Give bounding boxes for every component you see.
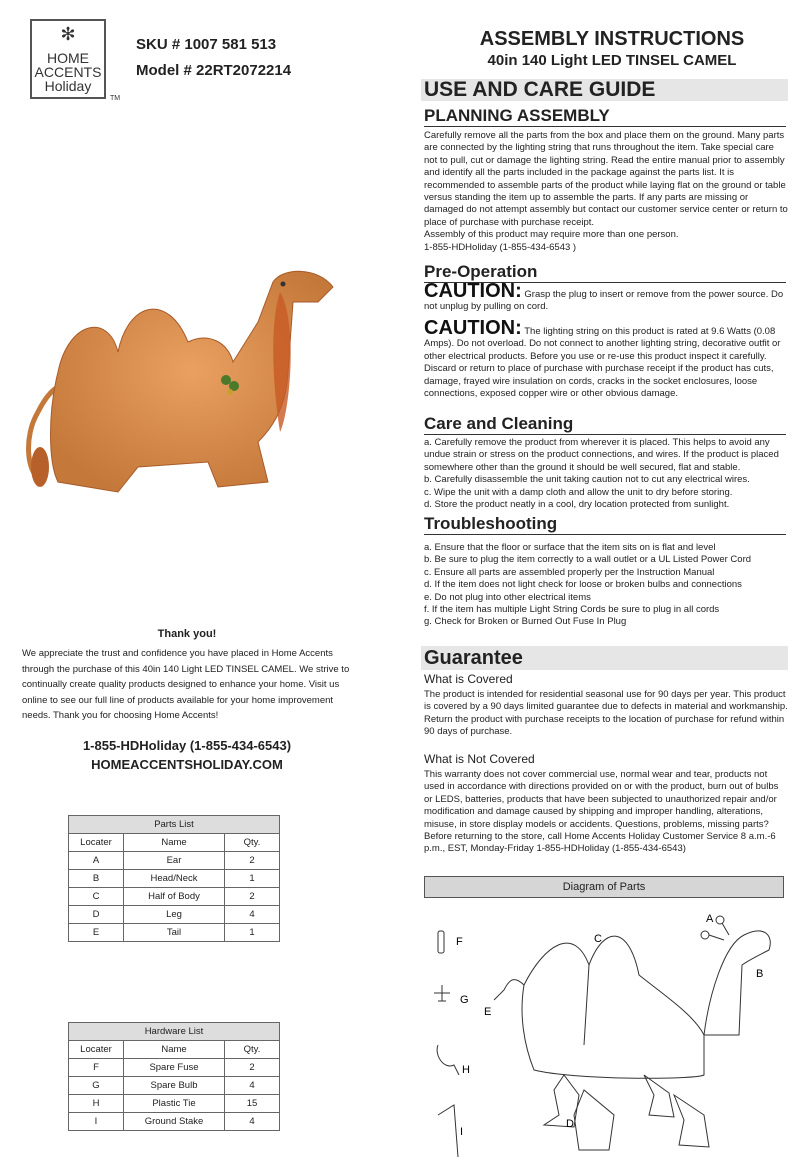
cell: Head/Neck — [124, 870, 225, 888]
label-e: E — [484, 1006, 492, 1018]
logo-line1: HOME — [47, 50, 89, 66]
cell: Spare Fuse — [124, 1059, 225, 1077]
planning-text — [424, 130, 788, 254]
table-row — [69, 1113, 280, 1131]
label-i: I — [460, 1126, 464, 1138]
sku: SKU # 1007 581 513 — [136, 36, 277, 53]
website: HOMEACCENTSHOLIDAY.COM — [91, 757, 283, 772]
trademark: TM — [110, 95, 121, 102]
caution-label: CAUTION: — [424, 317, 522, 339]
logo-line3: Holiday — [44, 78, 92, 94]
column-header: Name — [124, 1041, 225, 1059]
column-header: Locater — [69, 834, 124, 852]
cell: D — [69, 906, 124, 924]
column-header: Name — [124, 834, 225, 852]
label-h: H — [462, 1064, 470, 1076]
list-item: a. Carefully remove the product from wherever it is placed. This helps to avoid any undue strain or stress on the product connections, and wires. If the product is placed somewhere other than the ground it should be well secured, flat and stable. — [424, 437, 779, 473]
cell: E — [69, 924, 124, 942]
cell: 4 — [225, 1077, 280, 1095]
cell: G — [69, 1077, 124, 1095]
trouble-heading: Troubleshooting — [424, 514, 786, 535]
hardware-list-title: Hardware List — [69, 1023, 280, 1041]
column-header: Qty. — [225, 834, 280, 852]
parts-diagram — [424, 905, 794, 1167]
logo-line2: ACCENTS — [34, 64, 102, 80]
care-list — [424, 437, 788, 511]
hardware-list-table — [68, 1022, 280, 1131]
use-care-banner: USE AND CARE GUIDE — [421, 79, 788, 101]
snowflake-icon: ✻ — [60, 24, 76, 44]
cell: Ear — [124, 852, 225, 870]
cell: 2 — [225, 1059, 280, 1077]
guarantee-banner: Guarantee — [421, 646, 788, 670]
planning-phone: 1-855-HDHoliday (1-855-434-6543 ) — [424, 241, 577, 253]
cell: A — [69, 852, 124, 870]
list-item: e. Do not plug into other electrical items — [424, 591, 591, 603]
cell: 4 — [225, 1113, 280, 1131]
caution-1-text: Grasp the plug to insert or remove from the power source. Do not unplug by pulling on cord. — [424, 289, 784, 313]
cell: 15 — [225, 1095, 280, 1113]
cell: Spare Bulb — [124, 1077, 225, 1095]
list-item: g. Check for Broken or Burned Out Fuse In Plug — [424, 616, 627, 628]
table-row — [69, 1095, 280, 1113]
covered-text: The product is intended for residential seasonal use for 90 days per year. This product is covered by a 90 days limited guarantee due to defects in material and workmanship. Return the product with purchase receipts to the location of purchase for refund within 90 days of purchase. — [424, 689, 788, 738]
thanks-heading: Thank you! — [157, 628, 217, 640]
not-covered-text: This warranty does not cover commercial use, normal wear and tear, products not used in accordance with directions provided on or with the product, burn out of bulbs or LEDS, batteries, products that have been subjected to unauthorized repair and/or modification and damage caused by shipping and improper handling, alterations, misuse, in store display models or accidents. Questions, problems, missing parts? Before returning to the store, call Home Accents Holiday Customer Service 8 a.m.-6 p.m., EST, Monday-Friday 1-855-HDHoliday (1-855-434-6543) — [424, 769, 779, 855]
trouble-list — [424, 542, 788, 629]
label-f: F — [456, 936, 463, 948]
table-row — [69, 1059, 280, 1077]
cell: Half of Body — [124, 888, 225, 906]
parts-list-table — [68, 815, 280, 942]
not-covered-heading: What is Not Covered — [424, 752, 535, 766]
caution-2 — [424, 317, 788, 400]
list-item: a. Ensure that the floor or surface that the item sits on is flat and level — [424, 542, 716, 553]
list-item: b. Be sure to plug the item correctly to a wall outlet or a UL Listed Power Cord — [424, 554, 752, 566]
table-row — [69, 1077, 280, 1095]
page-title: ASSEMBLY INSTRUCTIONS — [479, 28, 745, 50]
preop-heading: Pre-Operation — [424, 262, 786, 283]
list-item: d. Store the product neatly in a cool, dry location protected from sunlight. — [424, 499, 730, 511]
list-item: f. If the item has multiple Light String Cords be sure to plug in all cords — [424, 604, 720, 616]
model-number: Model # 22RT2072214 — [136, 62, 292, 79]
list-item: c. Wipe the unit with a damp cloth and allow the unit to dry before storing. — [424, 486, 733, 498]
planning-paragraph: Carefully remove all the parts from the box and place them on the ground. Many parts are connected by the lighting string that runs throughout the item. Take special care not to pull, cut or damage the lighting string. Read the entire manual prior to assembly and identify all the parts included in the package against the parts list. It is recommended to assemble parts of the product while laying flat on the ground or table versus standing the item up to assemble the parts. If any parts are missing or damaged do not attempt assembly but contact our customer service center or return to place of purchase with purchase receipt. — [424, 130, 788, 228]
diagram-heading: Diagram of Parts — [424, 876, 784, 898]
label-g: G — [460, 994, 469, 1006]
cell: Ground Stake — [124, 1113, 225, 1131]
camel-photo — [18, 262, 358, 512]
cell: C — [69, 888, 124, 906]
caution-2-text: The lighting string on this product is rated at 9.6 Watts (0.08 Amps). Do not overload. Do not connect to another lighting string, decorative outfit or other electrical products. Before you use or re-use this product inspect it carefully. Discard or return to place of purchase with purchase receipt if the product has cuts, damage, frayed wire insulation on cords, cracks in the socket enclosures, loose connections, exposed copper wire or other obvious damage. — [424, 326, 781, 400]
label-c: C — [594, 933, 602, 945]
caution-1 — [424, 280, 788, 314]
parts-list-title: Parts List — [69, 816, 280, 834]
thanks-body: We appreciate the trust and confidence you have placed in Home Accents through the purchase of this 40in 140 Light LED TINSEL CAMEL. We strive to continually create quality products designed to enhance your home. Visit us online to see our full line of products available for your home improvement needs. Thank you for choosing Home Accents! — [22, 648, 350, 722]
brand-logo — [30, 19, 106, 99]
cell: 4 — [225, 906, 280, 924]
cell: 2 — [225, 888, 280, 906]
cell: 1 — [225, 924, 280, 942]
cell: H — [69, 1095, 124, 1113]
table-row — [69, 852, 280, 870]
covered-heading: What is Covered — [424, 672, 513, 686]
list-item: c. Ensure all parts are assembled properly per the Instruction Manual — [424, 566, 715, 578]
list-item: b. Carefully disassemble the unit taking caution not to cut any electrical wires. — [424, 474, 750, 486]
planning-heading: PLANNING ASSEMBLY — [424, 106, 786, 127]
cell: Tail — [124, 924, 225, 942]
planning-note: Assembly of this product may require more than one person. — [424, 229, 679, 241]
care-heading: Care and Cleaning — [424, 414, 786, 435]
column-header: Qty. — [225, 1041, 280, 1059]
table-row — [69, 888, 280, 906]
cell: B — [69, 870, 124, 888]
label-b: B — [756, 968, 764, 980]
cell: 2 — [225, 852, 280, 870]
list-item: d. If the item does not light check for loose or broken bulbs and connections — [424, 579, 742, 591]
label-d: D — [566, 1118, 574, 1130]
contact-phone: 1-855-HDHoliday (1-855-434-6543) — [82, 738, 292, 753]
page-subtitle: 40in 140 Light LED TINSEL CAMEL — [487, 52, 737, 69]
label-a: A — [706, 913, 714, 925]
table-row — [69, 870, 280, 888]
cell: 1 — [225, 870, 280, 888]
cell: F — [69, 1059, 124, 1077]
column-header: Locater — [69, 1041, 124, 1059]
cell: Plastic Tie — [124, 1095, 225, 1113]
cell: Leg — [124, 906, 225, 924]
table-row — [69, 924, 280, 942]
table-row — [69, 906, 280, 924]
caution-label: CAUTION: — [424, 280, 522, 302]
cell: I — [69, 1113, 124, 1131]
